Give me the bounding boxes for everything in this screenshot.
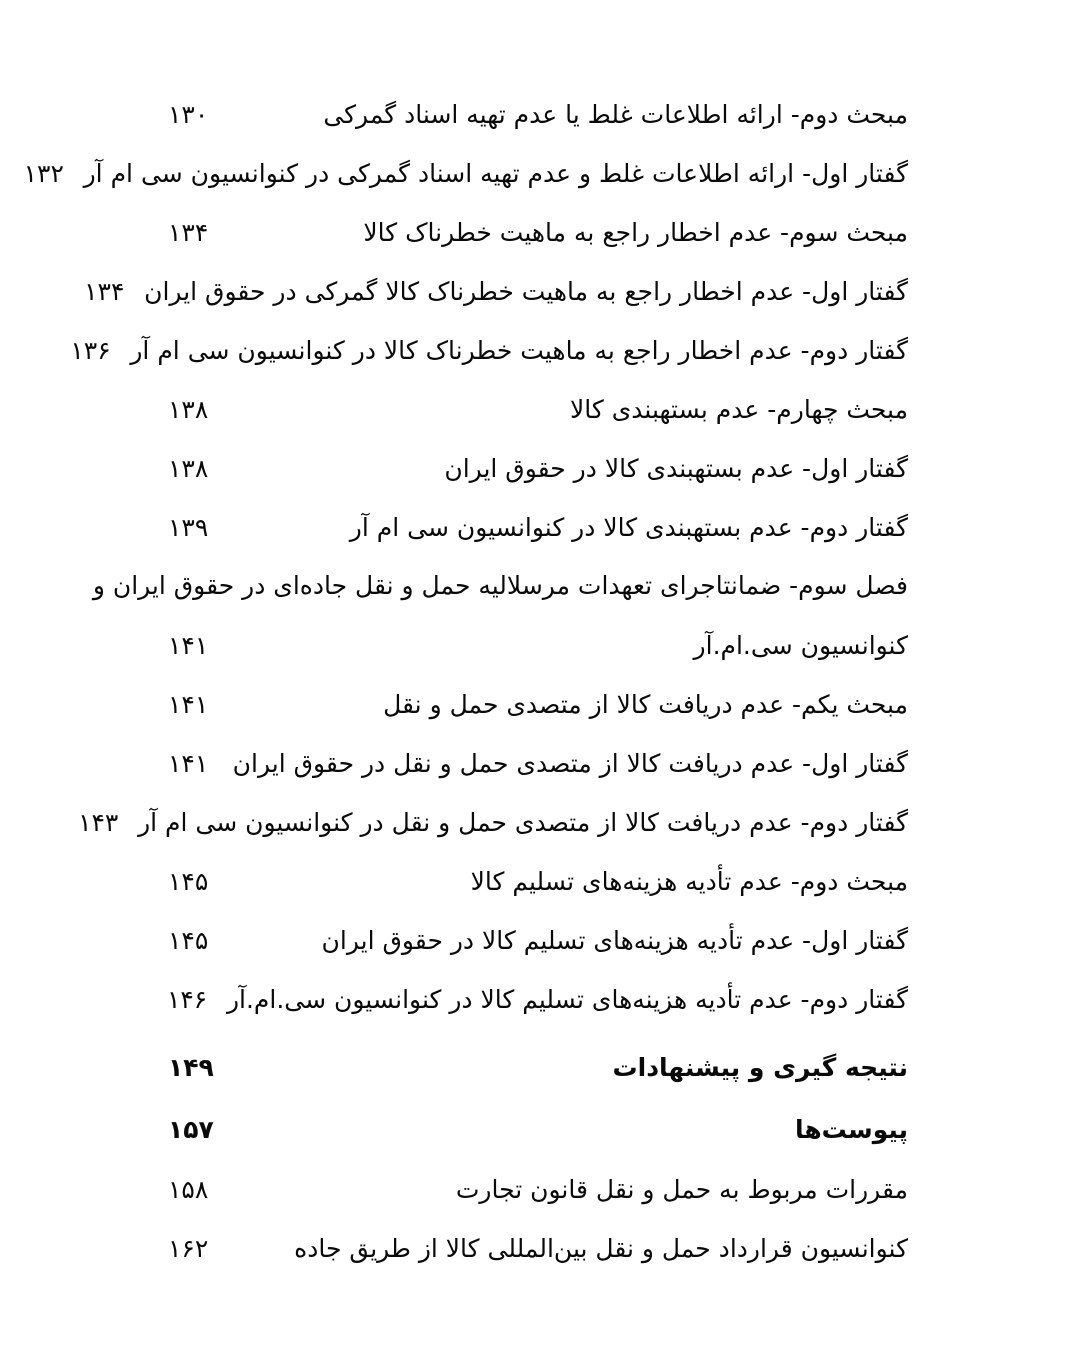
toc-entry-title: گفتار اول- عدم بستهبندی کالا در حقوق ایران <box>444 453 908 483</box>
toc-entry-title: مبحث دوم- عدم تأدیه هزینه‌های تسلیم کالا <box>470 866 908 896</box>
toc-entry-title: مبحث سوم- عدم اخطار راجع به ماهیت خطرناک کالا <box>363 217 908 247</box>
toc-row <box>168 380 908 439</box>
toc-row <box>70 321 908 380</box>
toc-entry-title: نتیجه گیری و پیشنهادات <box>612 1052 908 1082</box>
toc-row <box>23 144 908 203</box>
toc-entry-title: مبحث دوم- ارائه اطلاعات غلط یا عدم تهیه اسناد گمرکی <box>323 99 908 129</box>
toc-row <box>168 734 908 793</box>
toc-page-number: ۱۳۹ <box>168 512 209 542</box>
toc-page-number: ۱۳۰ <box>168 99 209 129</box>
toc-page-number: ۱۴۱ <box>168 748 209 778</box>
toc-page-number: ۱۳۴ <box>84 276 125 306</box>
toc-row <box>168 498 908 557</box>
toc-page-number: ۱۵۷ <box>168 1114 214 1144</box>
toc-row <box>168 1219 908 1278</box>
toc-entry-title: کنوانسیون سی.ام.آر <box>693 630 908 660</box>
toc-row <box>168 1160 908 1219</box>
toc-entry-title: گفتار اول- ارائه اطلاعات غلط و عدم تهیه اسناد گمرکی در کنوانسیون سی ام آر <box>83 158 908 188</box>
toc-row <box>168 1038 908 1097</box>
toc-page-number: ۱۶۲ <box>168 1233 209 1263</box>
toc-row <box>168 970 908 1029</box>
toc-row <box>168 911 908 970</box>
toc-page-number: ۱۳۶ <box>70 335 111 365</box>
table-of-contents <box>23 85 908 1278</box>
toc-page-number: ۱۳۴ <box>168 217 209 247</box>
toc-page-number: ۱۴۵ <box>168 866 209 896</box>
toc-entry-title: پیوست‌ها <box>794 1114 908 1144</box>
toc-page-number: ۱۴۱ <box>168 689 209 719</box>
toc-entry-title: گفتار اول- عدم اخطار راجع به ماهیت خطرناک کالا گمرکی در حقوق ایران <box>144 276 908 306</box>
toc-row <box>84 262 908 321</box>
toc-entry-title: گفتار اول- عدم تأدیه هزینه‌های تسلیم کالا در حقوق ایران <box>321 925 908 955</box>
toc-row <box>78 793 908 852</box>
toc-page-number: ۱۳۲ <box>23 158 64 188</box>
toc-row <box>168 616 908 675</box>
toc-entry-title: گفتار اول- عدم دریافت کالا از متصدی حمل و نقل در حقوق ایران <box>232 748 908 778</box>
toc-entry-title: کنوانسیون قرارداد حمل و نقل بین‌المللی کالا از طریق جاده <box>294 1233 908 1263</box>
toc-entry-title: گفتار دوم- عدم تأدیه هزینه‌های تسلیم کالا در کنوانسیون سی.ام.آر <box>226 984 908 1014</box>
toc-entry-title: گفتار دوم- عدم اخطار راجع به ماهیت خطرناک کالا در کنوانسیون سی ام آر <box>130 335 908 365</box>
toc-row <box>92 557 908 616</box>
toc-row <box>168 1100 908 1159</box>
toc-row <box>168 439 908 498</box>
toc-row <box>168 852 908 911</box>
toc-row <box>168 675 908 734</box>
toc-page-number: ۱۴۱ <box>168 630 209 660</box>
toc-page-number: ۱۴۶ <box>166 984 208 1014</box>
toc-row <box>168 203 908 262</box>
toc-page-number: ۱۴۵ <box>168 925 209 955</box>
toc-page-number: ۱۵۸ <box>168 1174 209 1204</box>
toc-row <box>168 85 908 144</box>
toc-entry-title: مبحث یکم- عدم دریافت کالا از متصدی حمل و نقل <box>383 689 908 719</box>
toc-page-number: ۱۳۸ <box>168 453 209 483</box>
toc-page-number: ۱۴۳ <box>78 807 119 837</box>
toc-entry-title: گفتار دوم- عدم بستهبندی کالا در کنوانسیون سی ام آر <box>349 512 908 542</box>
toc-page-number: ۱۴۹ <box>168 1052 214 1082</box>
toc-entry-title: مبحث چهارم- عدم بستهبندی کالا <box>570 394 908 424</box>
toc-page-number: ۱۳۸ <box>168 394 209 424</box>
toc-entry-title: مقررات مربوط به حمل و نقل قانون تجارت <box>455 1174 908 1204</box>
toc-entry-title: گفتار دوم- عدم دریافت کالا از متصدی حمل و نقل در کنوانسیون سی ام آر <box>138 807 908 837</box>
toc-entry-title: فصل سوم- ضمانتاجرای تعهدات مرسلالیه حمل و نقل جاده‌ای در حقوق ایران و <box>92 571 908 600</box>
